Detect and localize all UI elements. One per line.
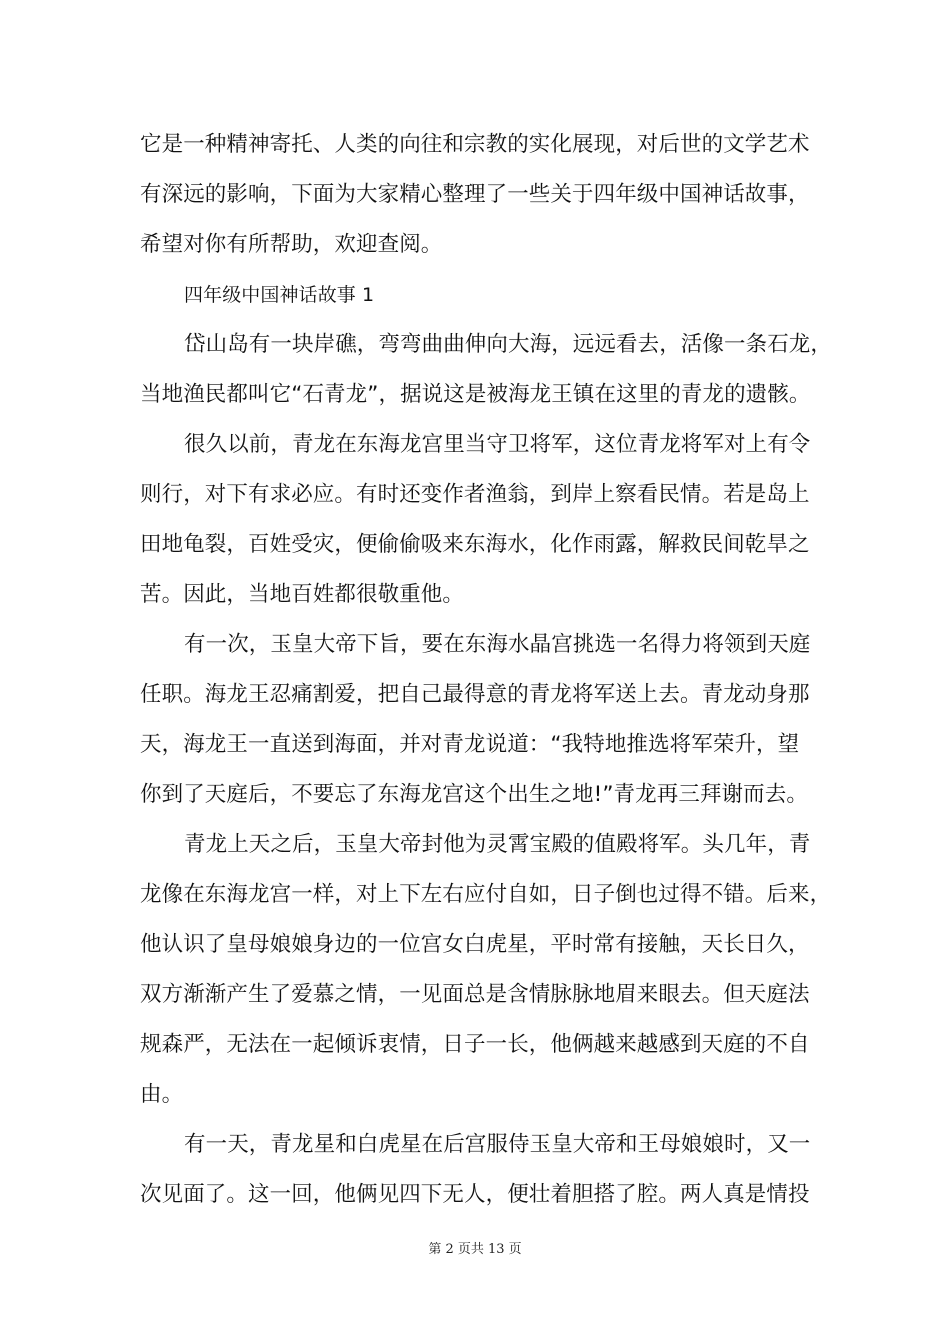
text-line: 岱山岛有一块岸礁，弯弯曲曲伸向大海，远远看去，活像一条石龙，	[184, 332, 833, 357]
text-line: 次见面了。这一回，他俩见四下无人，便壮着胆搭了腔。两人真是情投	[140, 1182, 810, 1207]
page-footer: 第 2 页共 13 页	[428, 1242, 522, 1257]
text-line: 希望对你有所帮助，欢迎查阅。	[140, 232, 443, 257]
text-line: 青龙上天之后，玉皇大帝封他为灵霄宝殿的值殿将军。头几年，青	[184, 832, 811, 857]
text-line: 由。	[140, 1082, 184, 1107]
text-line: 苦。因此，当地百姓都很敬重他。	[140, 582, 465, 607]
text-line: 双方渐渐产生了爱慕之情，一见面总是含情脉脉地眉来眼去。但天庭法	[140, 982, 810, 1007]
text-line: 当地渔民都叫它“石青龙”，据说这是被海龙王镇在这里的青龙的遗骸。	[140, 382, 811, 407]
text-line: 你到了天庭后，不要忘了东海龙宫这个出生之地!”青龙再三拜谢而去。	[140, 782, 808, 807]
text-line: 田地龟裂，百姓受灾，便偷偷吸来东海水，化作雨露，解救民间乾旱之	[140, 532, 810, 557]
text-line: 有一天，青龙星和白虎星在后宫服侍玉皇大帝和王母娘娘时，又一	[184, 1132, 811, 1157]
text-line: 它是一种精神寄托、人类的向往和宗教的实化展现，对后世的文学艺术	[140, 132, 810, 157]
text-line: 则行，对下有求必应。有时还变作者渔翁，到岸上察看民情。若是岛上	[140, 482, 810, 507]
text-line: 天，海龙王一直送到海面，并对青龙说道：“我特地推选将军荣升，望	[140, 732, 800, 757]
text-line: 很久以前，青龙在东海龙宫里当守卫将军，这位青龙将军对上有令	[184, 432, 811, 457]
text-line: 任职。海龙王忍痛割爱，把自己最得意的青龙将军送上去。青龙动身那	[140, 682, 810, 707]
text-line: 他认识了皇母娘娘身边的一位宫女白虎星，平时常有接触，天长日久，	[140, 932, 810, 957]
document-body	[140, 120, 833, 1220]
text-line: 有一次，玉皇大帝下旨，要在东海水晶宫挑选一名得力将领到天庭	[184, 632, 811, 657]
text-line: 龙像在东海龙宫一样，对上下左右应付自如，日子倒也过得不错。后来，	[140, 882, 832, 907]
text-line: 有深远的影响，下面为大家精心整理了一些关于四年级中国神话故事，	[140, 182, 810, 207]
text-line: 规森严，无法在一起倾诉衷情，日子一长，他俩越来越感到天庭的不自	[140, 1032, 810, 1057]
section-heading: 四年级中国神话故事 1	[184, 284, 375, 306]
